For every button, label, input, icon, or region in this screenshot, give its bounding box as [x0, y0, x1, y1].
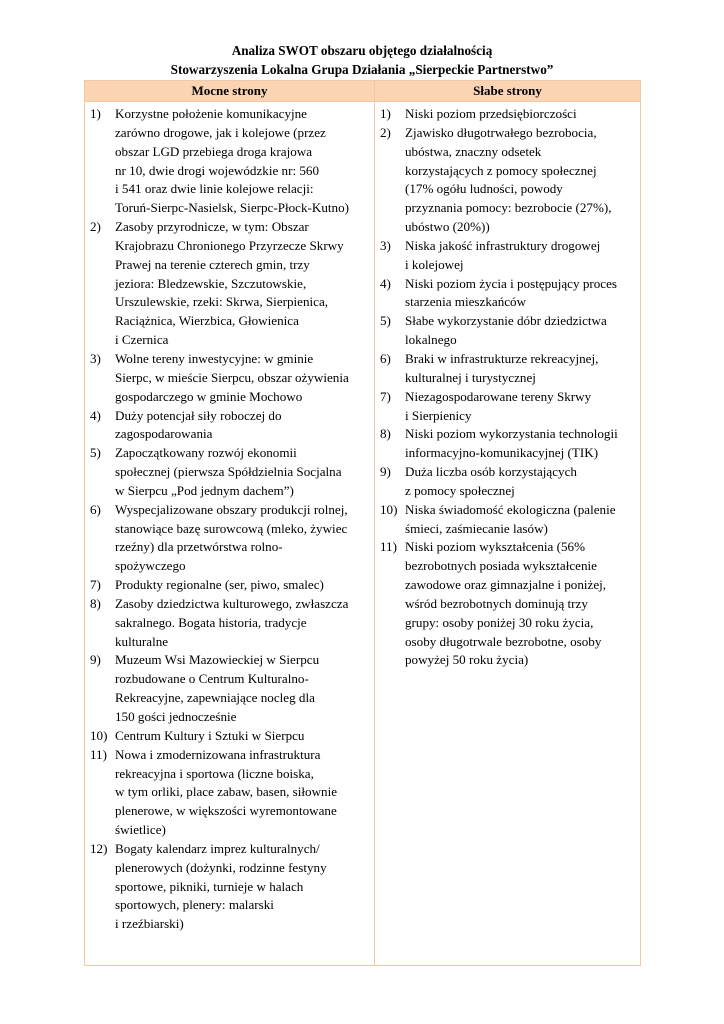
strength-item	[90, 407, 372, 445]
item-number: 4)	[380, 275, 391, 291]
title-line-2: Stowarzyszenia Lokalna Grupa Działania „Sierpeckie Partnerstwo”	[170, 61, 554, 77]
strength-item	[90, 444, 372, 501]
item-text: Słabe wykorzystanie dóbr dziedzictwa lokalnego	[405, 313, 607, 348]
item-text: Niski poziom życia i postępujący proces starzenia mieszkańców	[405, 275, 617, 310]
item-number: 12)	[90, 840, 108, 856]
item-number: 9)	[380, 464, 391, 480]
strengths-header: Mocne strony	[191, 83, 268, 98]
item-text: Duży potencjał siły roboczej do zagospodarowania	[115, 407, 282, 442]
strength-item	[90, 501, 372, 576]
item-number: 5)	[90, 445, 101, 461]
strength-item	[90, 576, 372, 595]
item-text: Zapoczątkowany rozwój ekonomii społecznej (pierwsza Spółdzielnia Socjalna w Sierpcu „Pod jednym dachem”)	[115, 445, 342, 498]
item-number: 3)	[90, 350, 101, 366]
item-text: Zasoby dziedzictwa kulturowego, zwłaszcza sakralnego. Bogata historia, tradycje kulturalne	[115, 595, 349, 649]
item-text: Niska jakość infrastruktury drogowej i kolejowej	[405, 237, 601, 272]
item-text: Niska świadomość ekologiczna (palenie śmieci, zaśmiecanie lasów)	[405, 501, 616, 536]
weakness-item	[380, 425, 638, 463]
item-number: 3)	[380, 237, 391, 253]
table-header-row	[85, 81, 640, 102]
column-divider	[374, 81, 375, 965]
strength-item	[90, 651, 372, 726]
item-number: 5)	[380, 313, 391, 329]
weakness-item	[380, 312, 638, 350]
item-text: Muzeum Wsi Mazowieckiej w Sierpcu rozbudowane o Centrum Kulturalno- Rekreacyjne, zapewniające nocleg dla 150 gości jednocześnie	[115, 652, 320, 724]
weakness-item	[380, 463, 638, 501]
item-number: 4)	[90, 407, 101, 423]
strength-item	[90, 218, 372, 350]
strengths-list	[90, 105, 372, 934]
item-number: 7)	[380, 388, 391, 404]
weakness-item	[380, 538, 638, 670]
item-text: Produkty regionalne (ser, piwo, smalec)	[115, 577, 324, 593]
weakness-item	[380, 350, 638, 388]
weakness-item	[380, 124, 638, 237]
item-text: Wyspecjalizowane obszary produkcji rolnej, stanowiące bazę surowcową (mleko, żywiec rzeźny) dla przetwórstwa rolno- spożywczego	[115, 501, 348, 574]
item-number: 2)	[90, 219, 101, 235]
item-number: 8)	[380, 426, 391, 442]
item-text: Niski poziom wykorzystania technologii informacyjno-komunikacyjnej (TIK)	[405, 426, 618, 461]
item-text: Nowa i zmodernizowana infrastruktura rekreacyjna i sportowa (liczne boiska, w tym orliki, place zabaw, basen, siłownie plenerowe, w większości wyremontowane świetlice)	[115, 746, 338, 838]
item-text: Braki w infrastrukturze rekreacyjnej, kulturalnej i turystycznej	[405, 350, 599, 385]
item-number: 9)	[90, 652, 101, 668]
title-line-1: Analiza SWOT obszaru objętego działalnością	[231, 43, 493, 58]
strength-item	[90, 350, 372, 407]
document-title	[0, 42, 724, 79]
weakness-item	[380, 105, 638, 124]
item-text: Zjawisko długotrwałego bezrobocia, ubóstwa, znaczny odsetek korzystających z pomocy społecznej (17% ogółu ludności, powody przyznania pomocy: bezrobocie (27%), ubóstwo (20%))	[405, 124, 612, 235]
weakness-item	[380, 501, 638, 539]
strength-item	[90, 727, 372, 746]
weaknesses-header: Słabe strony	[473, 83, 542, 98]
item-number: 1)	[90, 106, 101, 121]
item-text: Niski poziom wykształcenia (56% bezrobotnych posiada wykształcenie zawodowe oraz gimnazjalne i poniżej, wśród bezrobotnych dominują trzy grupy: osoby poniżej 30 roku życia, osoby długotrwale bezrobotne, osoby powyżej 50 roku życia)	[405, 539, 607, 668]
item-text: Duża liczba osób korzystających z pomocy społecznej	[405, 464, 577, 498]
weakness-item	[380, 275, 638, 313]
item-text: Bogaty kalendarz imprez kulturalnych/ plenerowych (dożynki, rodzinne festyny sportowe, pikniki, turnieje w halach sportowych, plenery: malarski i rzeźbiarski)	[115, 840, 327, 932]
weaknesses-list	[380, 105, 638, 670]
item-number: 6)	[380, 350, 391, 366]
item-text: Niezagospodarowane tereny Skrwy i Sierpienicy	[405, 388, 592, 423]
strength-item	[90, 105, 372, 218]
item-number: 8)	[90, 595, 101, 611]
item-text: Wolne tereny inwestycyjne: w gminie Sierpc, w mieście Sierpcu, obszar ożywienia gospodarczego w gminie Mochowo	[115, 350, 349, 404]
item-text: Niski poziom przedsiębiorczości	[405, 106, 577, 121]
strength-item	[90, 746, 372, 840]
item-text: Korzystne położenie komunikacyjne zarówno drogowe, jak i kolejowe (przez obszar LGD przebiega droga krajowa nr 10, dwie drogi wojewódzkie nr: 560 i 541 oraz dwie linie kolejowe relacji: Toruń-Sierpc-Nasielsk, Sierpc-Płock-Kutno)	[115, 106, 349, 216]
weakness-item	[380, 388, 638, 426]
strength-item	[90, 595, 372, 652]
item-number: 1)	[380, 106, 391, 121]
weakness-item	[380, 237, 638, 275]
item-number: 2)	[380, 124, 391, 140]
item-number: 6)	[90, 501, 101, 517]
item-text: Centrum Kultury i Sztuki w Sierpcu	[115, 727, 305, 743]
item-number: 7)	[90, 577, 101, 593]
strength-item	[90, 840, 372, 934]
item-number: 10)	[380, 501, 398, 517]
swot-table	[84, 80, 641, 966]
item-text: Zasoby przyrodnicze, w tym: Obszar Krajobrazu Chronionego Przyrzecze Skrwy Prawej na terenie czterech gmin, trzy jeziora: Bledzewskie, Szczutowskie, Urszulewskie, rzeki: Skrwa, Sierpienica, Raciążnica, Wierzbica, Głowienica i Czernica	[115, 219, 344, 348]
item-number: 11)	[90, 746, 107, 762]
item-number: 11)	[380, 539, 397, 555]
item-number: 10)	[90, 727, 108, 743]
